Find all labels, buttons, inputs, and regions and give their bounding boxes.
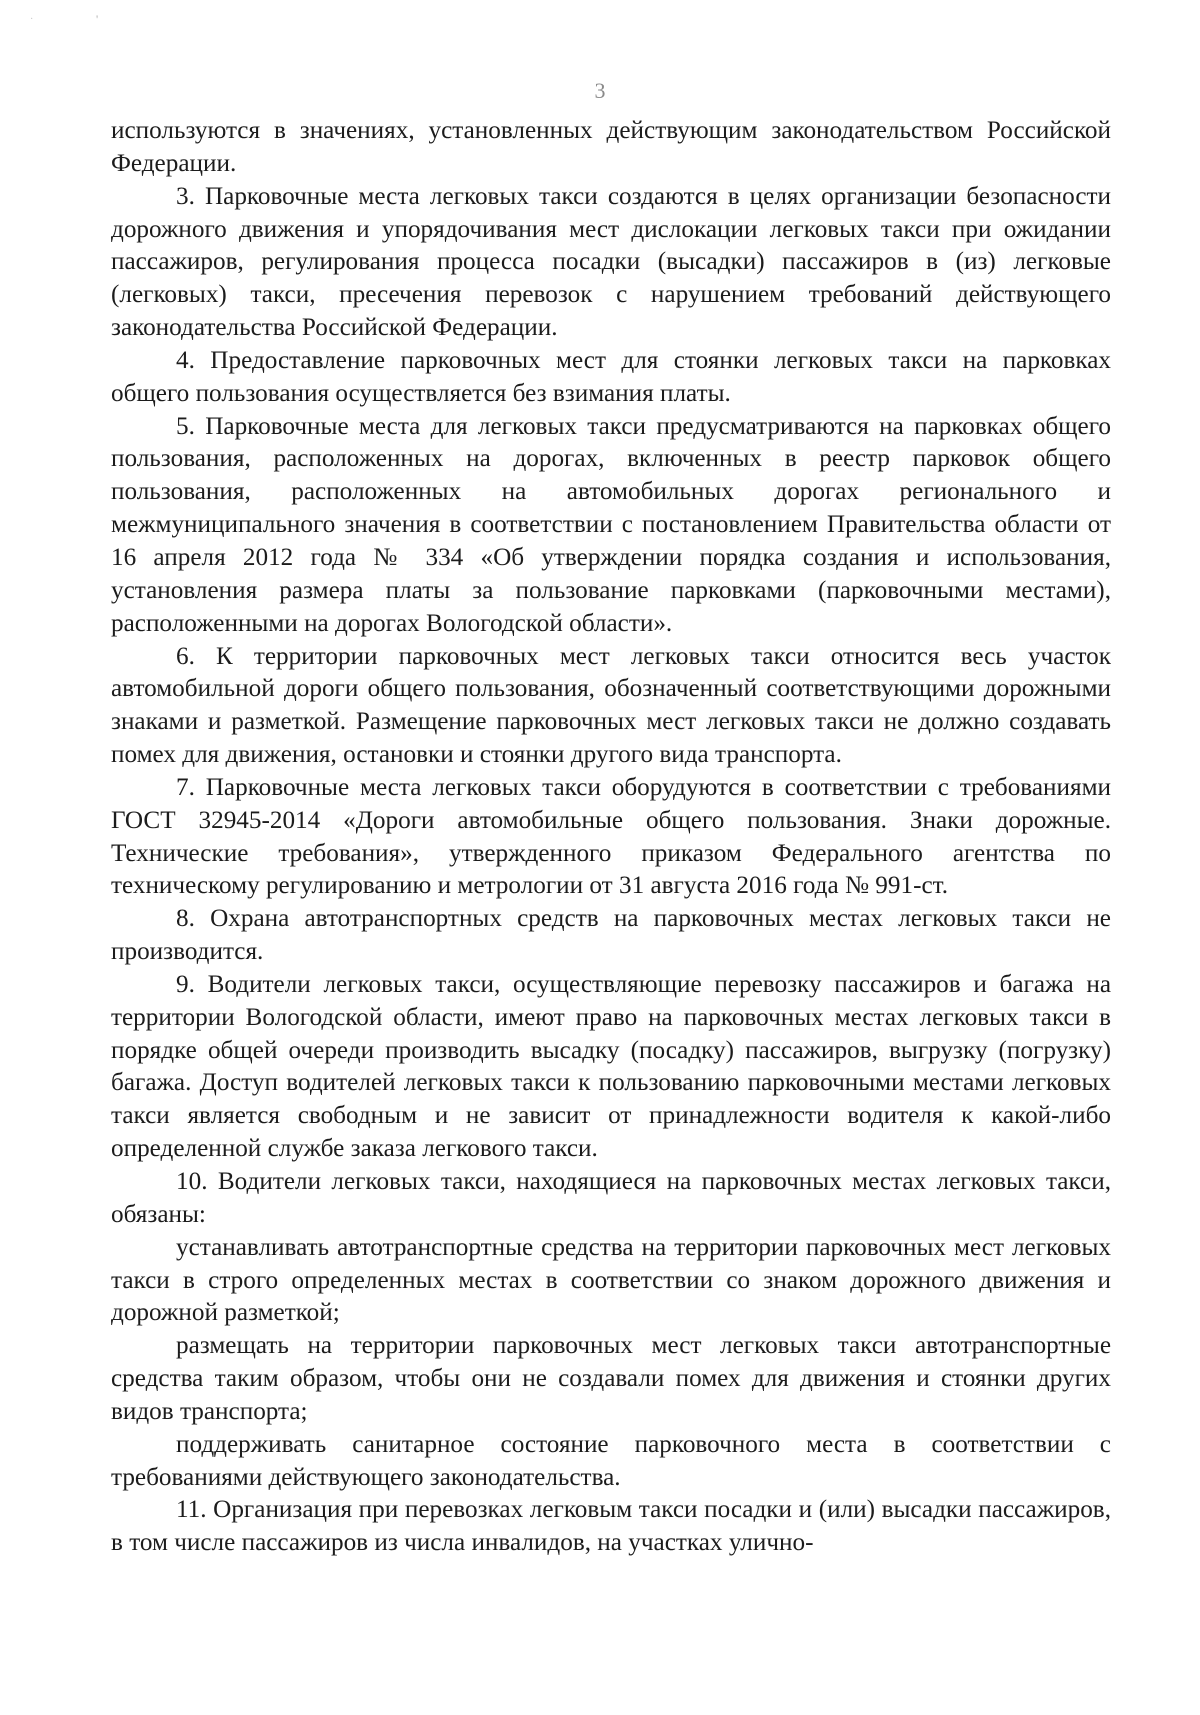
paragraph-10-item-1: устанавливать автотранспортные средства на территории парковочных мест легковых такси в строго определенных местах в соответствии со знаком дорожного движения и дорожной разметкой; <box>111 1233 1111 1327</box>
paragraph-5: 5. Парковочные места для легковых такси предусматриваются на парковках общего пользования, расположенных на дорогах, включенных в реестр парковок общего пользования, расположенных на автомобильных дорогах регионального и межмуниципального значения в соответствии с постановлением Правительства области от 16 апреля 2012 года № 334 «Об утверждении порядка создания и использования, установления размера платы за пользование парковками (парковочными местами), расположенными на дорогах Вологодской области». <box>111 412 1111 637</box>
paragraph-10-item-3: поддерживать санитарное состояние парковочного места в соответствии с требованиями действующего законодательства. <box>111 1430 1111 1491</box>
paragraph-3: 3. Парковочные места легковых такси создаются в целях организации безопасности дорожного движения и упорядочивания мест дислокации легковых такси при ожидании пассажиров, регулирования процесса посадки (высадки) пассажиров в (из) легковые (легковых) такси, пресечения перевозок с нарушением требований действующего законодательства Российской Федерации. <box>111 182 1111 342</box>
paragraph-10: 10. Водители легковых такси, находящиеся на парковочных местах легковых такси, обязаны: <box>111 1168 1111 1228</box>
paragraph-4: 4. Предоставление парковочных мест для стоянки легковых такси на парковках общего пользования осуществляется без взимания платы. <box>111 346 1111 407</box>
paragraph-9: 9. Водители легковых такси, осуществляющие перевозку пассажиров и багажа на территории Вологодской области, имеют право на парковочных местах легковых такси в порядке общей очереди производить высадку (посадку) пассажиров, выгрузку (погрузку) багажа. Доступ водителей легковых такси к пользованию парковочными местами легковых такси является свободным и не зависит от принадлежности водителя к какой-либо определенной службе заказа легкового такси. <box>111 970 1111 1163</box>
paragraph-8: 8. Охрана автотранспортных средств на парковочных местах легковых такси не производится. <box>111 905 1111 966</box>
paragraph-7: 7. Парковочные места легковых такси оборудуются в соответствии с требованиями ГОСТ 32945-2014 «Дороги автомобильные общего пользования. Знаки дорожные. Технические требования», утвержденного приказом Федерального агентства по техническому регулированию и метрологии от 31 августа 2016 года № 991-ст. <box>111 773 1111 900</box>
page-number: 3 <box>594 78 606 103</box>
document-body <box>111 115 1111 1560</box>
scan-artifact-mark: ' <box>96 12 99 26</box>
scan-artifact-mark: · <box>30 14 34 25</box>
paragraph-11: 11. Организация при перевозках легковым такси посадки и (или) высадки пассажиров, в том числе пассажиров из числа инвалидов, на участках улично- <box>111 1496 1111 1557</box>
paragraph-continuation: используются в значениях, установленных действующим законодательством Российской Федерации. <box>111 117 1111 177</box>
paragraph-6: 6. К территории парковочных мест легковых такси относится весь участок автомобильной дороги общего пользования, обозначенный соответствующими дорожными знаками и разметкой. Размещение парковочных мест легковых такси не должно создавать помех для движения, остановки и стоянки другого вида транспорта. <box>111 642 1111 769</box>
paragraph-10-item-2: размещать на территории парковочных мест легковых такси автотранспортные средства таким образом, чтобы они не создавали помех для движения и стоянки других видов транспорта; <box>111 1332 1111 1425</box>
